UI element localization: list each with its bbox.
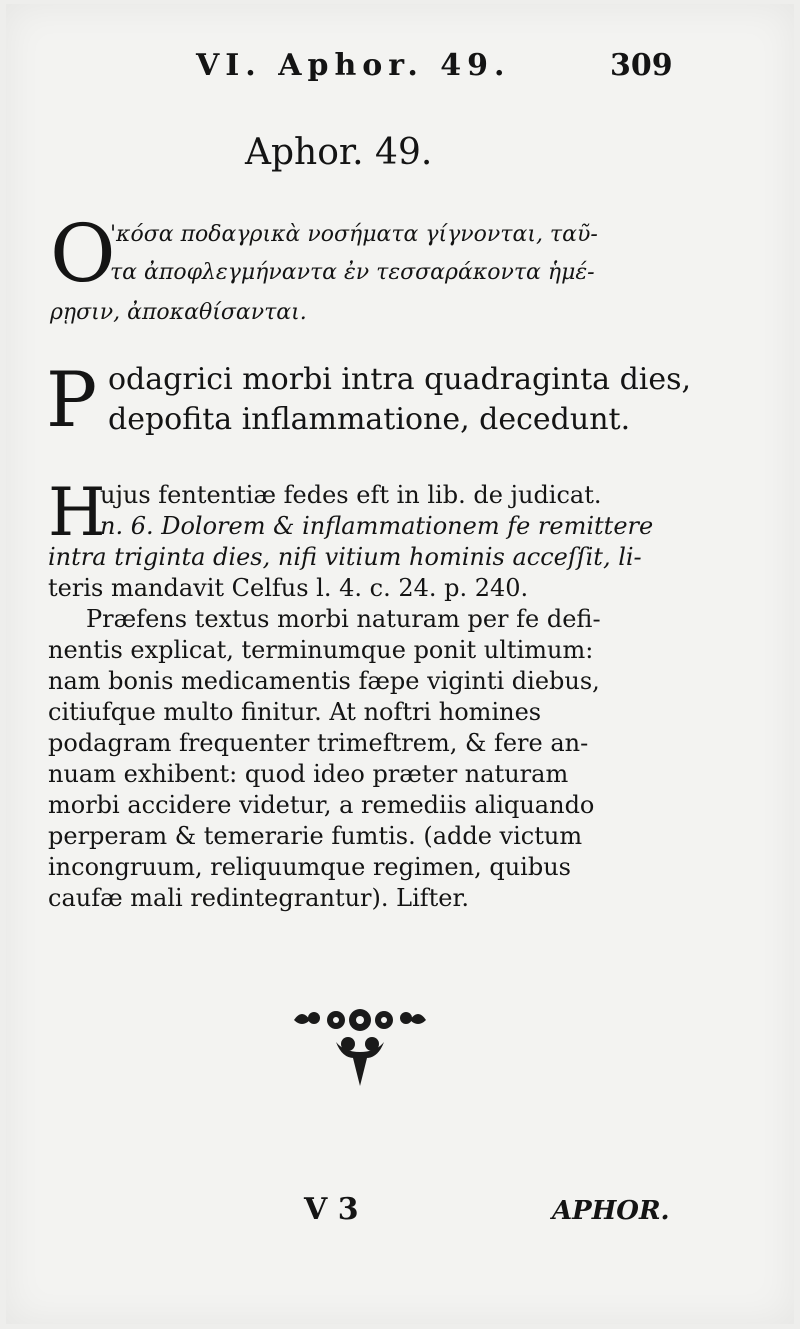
greek-line-1: 'κόσα ποδαγρικὰ νοσήματα γίγνονται, ταῦ- [110, 222, 598, 247]
commentary [48, 474, 678, 920]
commentary-initial: H [48, 474, 106, 551]
running-title: VI. Aphor. 49. [196, 48, 511, 83]
commentary-line: nam bonis medicamentis fæpe viginti diebus, [48, 667, 600, 695]
greek-initial: O [50, 207, 116, 300]
commentary-line: teris mandavit Celfus l. 4. c. 24. p. 240. [48, 574, 529, 602]
commentary-line: n. 6. Dolorem & inflammationem fe remittere [100, 512, 654, 540]
commentary-line: perperam & temerarie fumtis. (adde victum [48, 822, 583, 850]
printers-ornament [292, 998, 428, 1088]
greek-line-3: ρῃσιν, ἀποκαθίσανται. [50, 300, 307, 325]
latin-line-1: odagrici morbi intra quadraginta dies, [108, 362, 692, 397]
running-head [0, 48, 800, 88]
commentary-line: podagram frequenter trimeftrem, & fere an- [48, 729, 589, 757]
commentary-line: Præfens textus morbi naturam per fe defi- [86, 605, 601, 633]
commentary-line: intra triginta dies, nifi vitium hominis acceſſit, li- [48, 543, 642, 571]
commentary-line: ujus fententiæ fedes eft in lib. de judicat. [100, 481, 602, 509]
commentary-line: caufæ mali redintegrantur). Lifter. [48, 884, 469, 912]
commentary-line: nuam exhibent: quod ideo præter naturam [48, 760, 569, 788]
aphorism-heading: Aphor. 49. [245, 132, 433, 173]
commentary-line: morbi accidere videtur, a remediis aliquando [48, 791, 595, 819]
greek-text [50, 207, 690, 325]
latin-line-2: depofita inflammatione, decedunt. [108, 402, 631, 437]
signature-mark: V 3 [304, 1192, 359, 1227]
latin-initial: P [46, 355, 98, 444]
page-number: 309 [610, 48, 673, 83]
greek-line-2: τα ἀποφλεγμήναντα ἐν τεσσαράκοντα ἡμέ- [110, 260, 595, 285]
commentary-line: citiufque multo finitur. At noftri homines [48, 698, 542, 726]
commentary-line: nentis explicat, terminumque ponit ultimum: [48, 636, 594, 664]
commentary-line: incongruum, reliquumque regimen, quibus [48, 853, 571, 881]
catchword: APHOR. [552, 1196, 670, 1226]
